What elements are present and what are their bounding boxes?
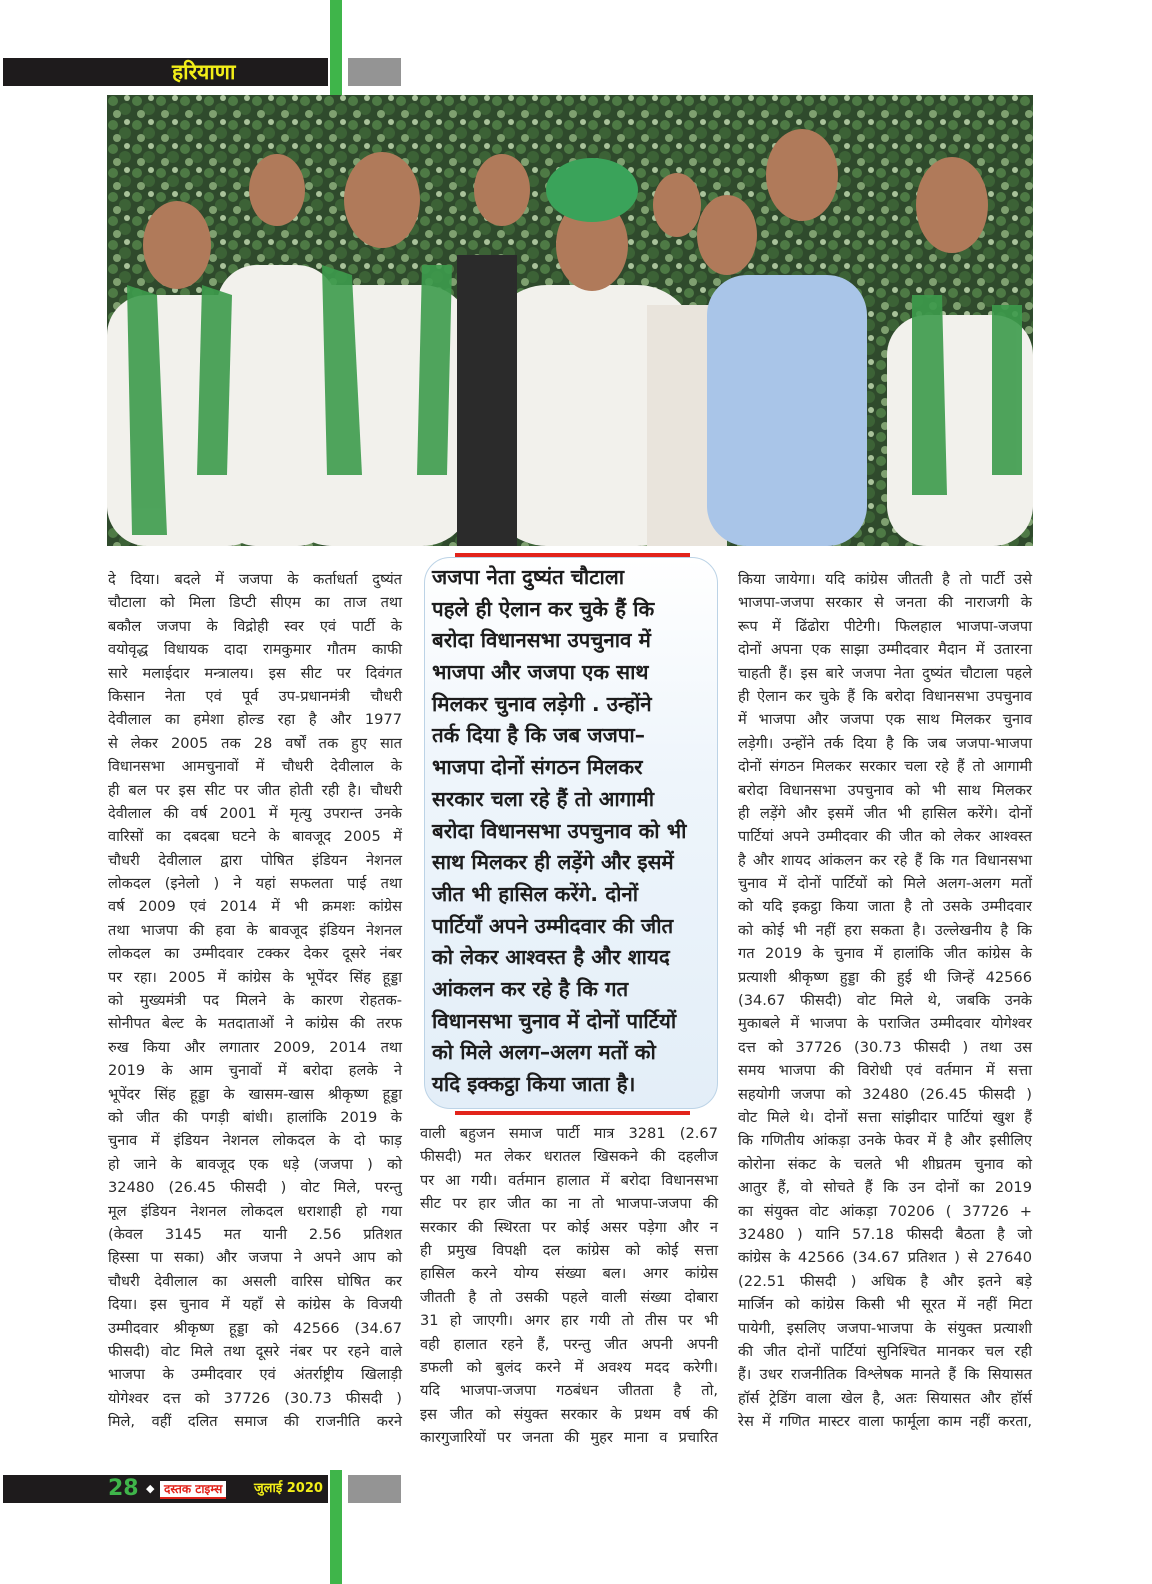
text-line: (केवल 3145 मत यानी 2.56 प्रतिशत [108,1225,402,1243]
text-line: में भाजपा और जजपा एक साथ मिलकर चुनाव [738,711,1032,729]
text-line: (22.51 फीसदी ) अधिक है और इतने बड़े [738,1272,1032,1290]
text-line: को कोई भी नहीं हरा सकता है। उल्लेखनीय है कि [738,921,1032,939]
text-line: फीसदी) मत लेकर धरातल खिसकने की दहलीज [420,1148,718,1166]
text-line: किया जायेगा। यदि कांग्रेस जीतती है तो पार्टी उसे [738,571,1032,588]
text-line: योगेश्वर दत्त को 37726 (30.73 फीसदी ) [108,1389,402,1407]
text-line: बरोदा विधानसभा उपचुनाव में [432,628,651,653]
magazine-logo: दस्तक टाइम्स [160,1481,226,1499]
text-line: रूप में ढिंढोरा पीटेगी। फिलहाल भाजपा-जजपा [738,617,1032,635]
text-line: को लेकर आश्वस्त है और शायद [432,945,670,970]
text-line: रेस में गणित मास्टर वाला फार्मूला काम नहीं करता, [738,1413,1032,1431]
gray-block-top [348,58,401,86]
page-number: 28 [108,1476,139,1501]
text-line: भाजपा और जजपा एक साथ [432,660,649,685]
text-line: पायेगी, इसलिए जजपा-भाजपा के संयुक्त प्रत्याशी [738,1319,1032,1337]
text-line: पहले ही ऐलान कर चुके हैं कि [432,596,655,621]
text-line: कारगुजारियों पर जनता की मुहर माना व प्रचारित [420,1429,718,1447]
text-line: विधानसभा चुनाव में दोनों पार्टियों [432,1008,677,1033]
text-line: वाली बहुजन समाज पार्टी मात्र 3281 (2.67 [420,1125,718,1142]
text-line: का संयुक्त वोट आंकड़ा 70206 ( 37726 + [738,1202,1032,1220]
text-line: साथ मिलकर ही लड़ेंगे और इसमें [432,850,674,875]
diamond-separator-icon: ◆ [146,1482,155,1495]
text-line: ही बल पर इस सीट पर जीत होती रही है। चौधरी [108,781,402,799]
text-line: यदि इक्कट्ठा किया जाता है। [432,1072,636,1096]
text-line: फीसदी) वोट मिले तथा दूसरे नंबर पर रहने वाले [108,1342,402,1360]
text-line: इस जीत को संयुक्त सरकार के प्रथम वर्ष की [420,1405,718,1423]
text-line: भाजपा के उम्मीदवार एवं अंतर्राष्ट्रीय खिलाड़ी [108,1366,402,1384]
text-line: ही ऐलान कर चुके हैं कि बरोदा विधानसभा उपचुनाव [738,687,1032,705]
text-line: दोनों संगठन मिलकर सरकार चला रहे हैं तो आगामी [738,758,1032,776]
article-column-1 [108,568,402,1433]
text-line: बरोदा विधानसभा उपचुनाव को भी [432,818,687,843]
text-line: डफली को बुलंद करने में अवश्य मदद करेगी। [420,1358,718,1376]
text-line: विधानसभा आमचुनावों में चौधरी देवीलाल के [108,758,402,776]
text-line: पर आ गयी। वर्तमान हालात में बरोदा विधानसभा [420,1171,718,1189]
text-line: लोकदल का उम्मीदवार टक्कर देकर दूसरे नंबर [108,945,402,963]
text-line: प्रत्याशी श्रीकृष्ण हुड्डा की हुई थी जिन्हें 42566 [738,968,1032,986]
text-line: से लेकर 2005 तक 28 वर्षों तक हुए सात [108,734,402,752]
text-line: 32480 ) यानि 57.18 फीसदी बैठता है जो [738,1225,1032,1243]
text-line: भूपेंदर सिंह हूड्डा के खासम-खास श्रीकृष्ण हूड्डा [108,1085,402,1103]
text-line: चौधरी देवीलाल का असली वारिस घोषित कर [108,1272,402,1290]
text-line: तर्क दिया है कि जब जजपा– [432,723,645,748]
text-line: मूल इंडियन नेशनल लोकदल धराशाही हो गया [108,1202,402,1220]
text-line: कांग्रेस के 42566 (34.67 प्रतिशत ) से 27640 [738,1249,1032,1267]
text-line: 31 हो जाएगी। अगर हार गयी तो तीस पर भी [420,1312,718,1330]
text-line: चुनाव में दोनों पार्टियों को मिले अलग-अलग मतों [738,875,1032,893]
text-line: मार्जिन को कांग्रेस किसी भी सूरत में नहीं मिटा [738,1296,1032,1314]
text-line: आंकलन कर रहे है कि गत [432,976,629,1001]
gray-block-bottom [348,1475,401,1503]
green-divider-top [330,0,342,96]
text-line: कोरोना संकट के चलते भी शीघ्रतम चुनाव को [738,1155,1032,1173]
text-line: हैं। उधर राजनीतिक विश्लेषक मानते हैं कि सियासत [738,1366,1032,1384]
text-line: लोकदल (इनेलो ) ने यहां सफलता पाई तथा [108,875,402,893]
text-line: मुकाबले में भाजपा के पराजित उम्मीदवार योगेश्वर [738,1015,1032,1033]
text-line: पर रहा। 2005 में कांग्रेस के भूपेंदर सिंह हूड्डा [108,968,402,986]
text-line: लड़ेगी। उन्होंने तर्क दिया है कि जब जजपा-भाजपा [738,734,1032,752]
section-header-bar [3,58,328,86]
text-line: चाहती हैं। इस बारे जजपा नेता दुष्यंत चौटाला पहले [738,664,1032,682]
text-line: ही लड़ेंगे और इसमें जीत भी हासिल करेंगे। दोनों [738,804,1032,822]
text-line: दिया। इस चुनाव में यहाँ से कांग्रेस के विजयी [108,1296,402,1314]
article-column-3 [738,568,1032,1433]
text-line: (34.67 फीसदी) वोट मिले थे, जबकि उनके [738,992,1032,1010]
text-line: बकौल जजपा के विद्रोही स्वर एवं पार्टी के [108,617,402,635]
text-line: चौधरी देवीलाल द्वारा पोषित इंडियन नेशनल [108,851,402,869]
text-line: 32480 (26.45 फीसदी ) वोट मिले, परन्तु [108,1179,402,1197]
text-line: कि गणितीय आंकड़ा उनके फेवर में है और इसीलिए [738,1132,1032,1150]
text-line: मिले, वहीं दलित समाज की राजनीति करने [108,1413,402,1431]
text-line: आतुर हैं, वो सोचते हैं कि उन दोनों का 2019 [738,1179,1032,1197]
text-line: सारे मलाईदार मन्त्रालय। इस सीट पर दिवंगत [108,664,402,682]
text-line: हॉर्स ट्रेडिंग वाला खेल है, अतः सियासत और हॉर्स [738,1389,1032,1407]
text-line: को जीत की पगड़ी बांधी। हालांकि 2019 के [108,1108,402,1126]
text-line: मिलकर चुनाव लड़ेगी . उन्होंने [432,691,652,716]
text-line: जीत भी हासिल करेंगे. दोनों [432,881,639,906]
text-line: वयोवृद्ध विधायक दादा रामकुमार गौतम काफी [108,641,402,659]
text-line: यदि भाजपा-जजपा गठबंधन जीतता है तो, [420,1382,718,1400]
text-line: पार्टियाँ अपने उम्मीदवार की जीत [432,913,674,938]
text-line: भाजपा दोनों संगठन मिलकर [432,755,643,780]
text-line: समय भाजपा की विरोधी एवं वर्तमान में सत्ता [738,1062,1032,1080]
text-line: हो जाने के बावजूद एक धड़े (जजपा ) को [108,1155,402,1173]
text-line: चौटाला को मिला डिप्टी सीएम का ताज तथा [108,594,402,612]
text-line: वोट मिले थे। दोनों सत्ता सांझीदार पार्टियां खुश हैं [738,1108,1032,1126]
text-line: भाजपा-जजपा सरकार से जनता की नाराजगी के [738,594,1032,612]
pull-quote [432,562,710,1101]
text-line: 2019 के आम चुनावों में बरोदा हलके ने [108,1062,402,1080]
text-line: की जीत दोनों पार्टियां सुनिश्चित मानकर चल रही [738,1342,1032,1360]
text-line: को मुख्यमंत्री पद मिलने के कारण रोहतक- [108,992,402,1010]
text-line: तथा भाजपा की हवा के बावजूद इंडियन नेशनल [108,921,402,939]
text-line: हासिल करने योग्य संख्या बल। अगर कांग्रेस [420,1265,718,1283]
text-line: पार्टियां अपने उम्मीदवार की जीत को लेकर आश्वस्त [738,828,1032,846]
text-line: सीट पर हार जीत का ना तो भाजपा-जजपा की [420,1195,718,1213]
text-line: देवीलाल का हमेशा होल्ड रहा है और 1977 [108,711,402,729]
text-line: हिस्सा पा सका) और जजपा ने अपने आप को [108,1249,402,1267]
text-line: उम्मीदवार श्रीकृष्ण हूड्डा को 42566 (34.67 [108,1319,402,1337]
green-divider-bottom [330,1470,342,1584]
text-line: जीतती है तो उसकी पहले वाली संख्या दोबारा [420,1288,718,1306]
text-line: सोनीपत बेल्ट के मतदाताओं ने कांग्रेस की तरफ [108,1015,402,1033]
issue-date: जुलाई 2020 [254,1481,323,1496]
text-line: वारिसों का दबदबा घटने के बावजूद 2005 में [108,828,402,846]
text-line: सरकार की स्थिरता पर कोई असर पड़ेगा और न [420,1218,718,1236]
text-line: दत्त को 37726 (30.73 फीसदी ) तथा उस [738,1038,1032,1056]
text-line: को मिले अलग–अलग मतों को [432,1040,656,1065]
text-line: चुनाव में इंडियन नेशनल लोकदल के दो फाड़ [108,1132,402,1150]
text-line: दोनों अपना एक साझा उम्मीदवार मैदान में उतारना [738,641,1032,659]
text-line: देवीलाल की वर्ष 2001 में मृत्यु उपरान्त उनके [108,804,402,822]
group-photo [107,95,1033,546]
text-line: वर्ष 2009 एवं 2014 में भी क्रमशः कांग्रेस [108,898,402,916]
text-line: जजपा नेता दुष्यंत चौटाला [432,565,625,589]
quote-bottom-rule [455,1111,690,1115]
text-line: ही प्रमुख विपक्षी दल कांग्रेस को कोई सत्ता [420,1241,718,1259]
text-line: को यदि इकट्ठा किया जाता है तो उसके उम्मीदवार [738,898,1032,916]
text-line: किसान नेता एवं पूर्व उप-प्रधानमंत्री चौधरी [108,687,402,705]
text-line: दे दिया। बदले में जजपा के कर्ताधर्ता दुष्यंत [108,571,402,588]
text-line: गत 2019 के चुनाव में हालांकि जीत कांग्रेस के [738,945,1032,963]
text-line: बरोदा विधानसभा उपचुनाव को भी साथ मिलकर [738,781,1032,799]
article-column-2 [420,1122,718,1449]
text-line: रुख किया और लगातार 2009, 2014 तथा [108,1038,402,1056]
text-line: सरकार चला रहे हैं तो आगामी [432,786,655,811]
text-line: है और शायद आंकलन कर रहे हैं कि गत विधानसभा [738,851,1032,869]
section-title: हरियाणा [172,60,236,84]
text-line: वही हालात रहने हैं, परन्तु जीत अपनी अपनी [420,1335,718,1353]
text-line: सहयोगी जजपा को 32480 (26.45 फीसदी ) [738,1085,1032,1103]
